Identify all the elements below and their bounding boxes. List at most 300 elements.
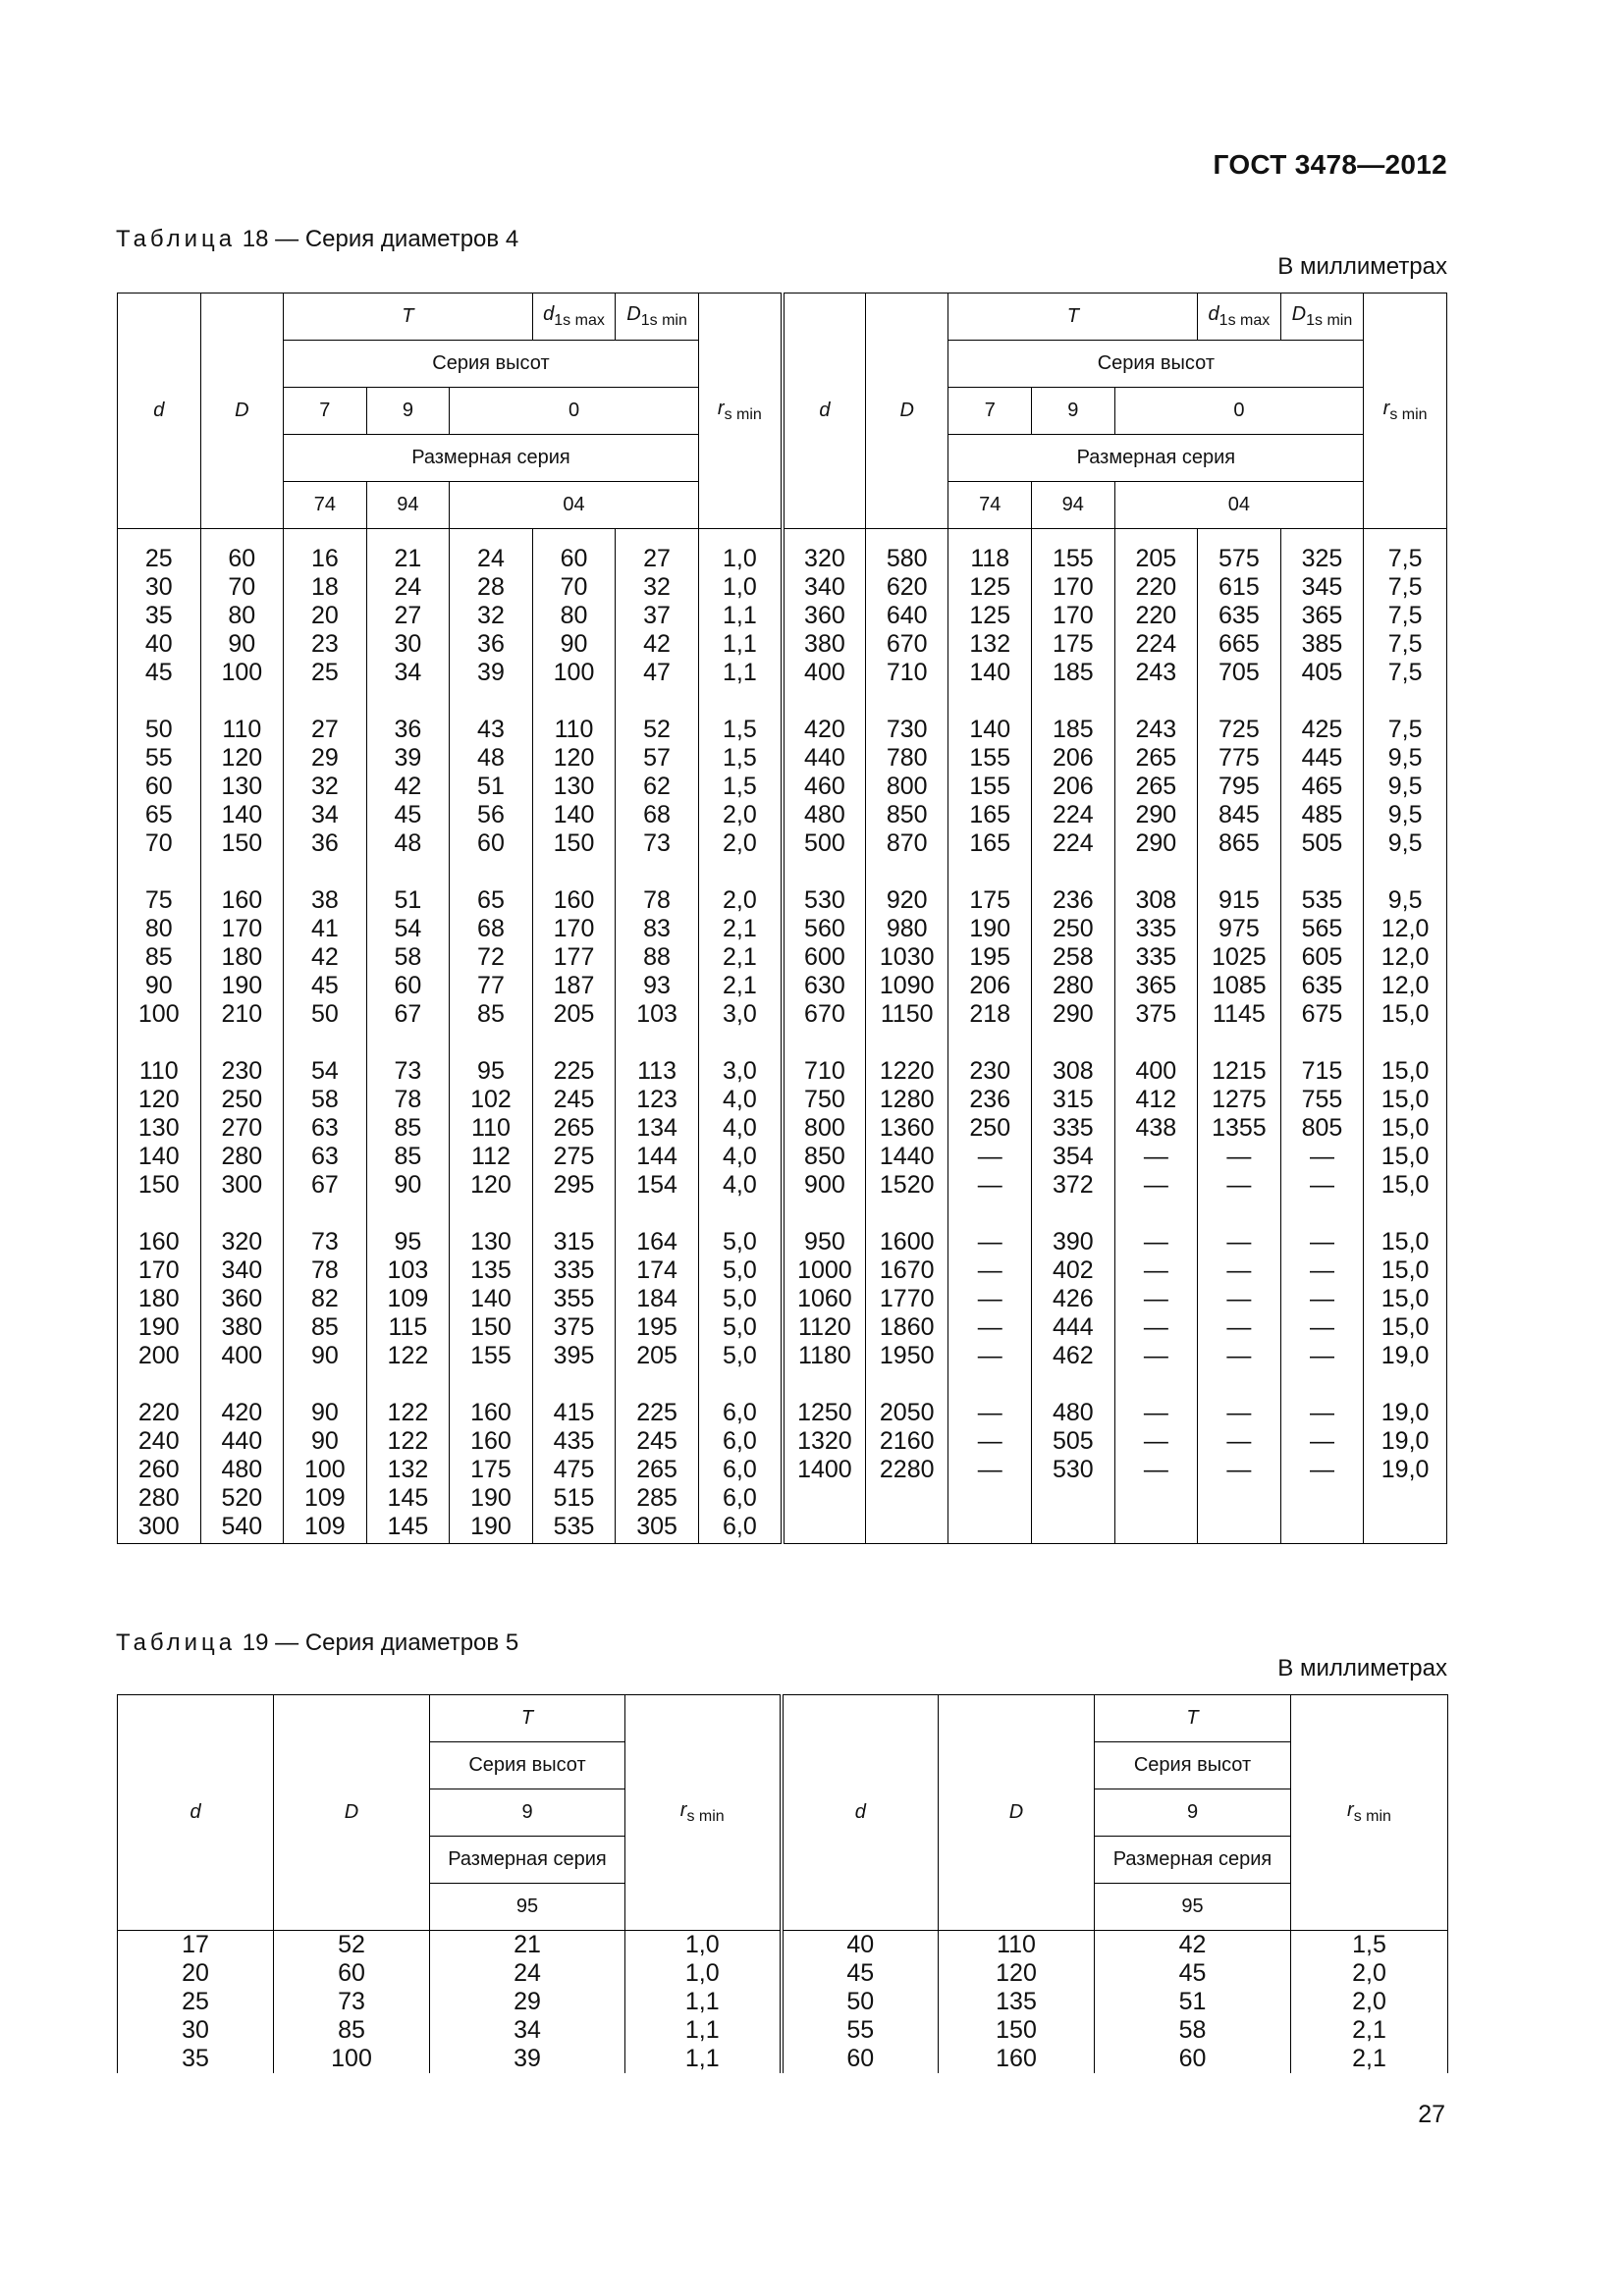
table-cell: 225 [616, 1399, 699, 1427]
table-cell: 325 [1280, 529, 1364, 574]
table-cell: 24 [450, 529, 533, 574]
t19-header-T-right: T [1095, 1695, 1291, 1742]
table-cell: 39 [450, 659, 533, 687]
table-row [118, 829, 1447, 858]
gap-cell [616, 1200, 699, 1228]
table-cell: 125 [948, 602, 1032, 630]
table-18-body [118, 529, 1447, 1544]
gap-cell [118, 1029, 201, 1057]
gap-cell [284, 687, 367, 716]
header-D: D [200, 294, 284, 529]
table-cell: 73 [366, 1057, 450, 1086]
table-row [118, 1057, 1447, 1086]
table-cell: 320 [783, 529, 866, 574]
table-cell: 1,0 [698, 573, 783, 602]
table-cell: 575 [1198, 529, 1281, 574]
table-cell: 100 [118, 1000, 201, 1029]
table-cell: — [1280, 1427, 1364, 1456]
table-cell: 120 [200, 744, 284, 773]
gap-cell [1114, 687, 1198, 716]
table-cell: 230 [200, 1057, 284, 1086]
table-cell: 260 [118, 1456, 201, 1484]
gap-cell [616, 1029, 699, 1057]
table-cell: 123 [616, 1086, 699, 1114]
header-s04: 04 [450, 482, 699, 529]
table-19-caption-text: 19 — Серия диаметров 5 [242, 1629, 519, 1656]
table-cell [1280, 1484, 1364, 1513]
table-cell: 15,0 [1364, 1313, 1447, 1342]
table-cell: 462 [1032, 1342, 1115, 1370]
table-cell: 177 [532, 943, 616, 972]
table-cell: 52 [616, 716, 699, 744]
table-cell: 20 [118, 1959, 274, 1988]
table-cell [1280, 1513, 1364, 1544]
table-cell: 5,0 [698, 1342, 783, 1370]
table-cell: — [1114, 1171, 1198, 1200]
table-cell: 39 [430, 2045, 625, 2073]
table-cell [1198, 1484, 1281, 1513]
table-cell: 103 [616, 1000, 699, 1029]
table-cell: 29 [284, 744, 367, 773]
table-cell: 280 [118, 1484, 201, 1513]
table-cell: 1025 [1198, 943, 1281, 972]
table-cell: 1145 [1198, 1000, 1281, 1029]
table-cell: 85 [366, 1143, 450, 1171]
table-cell: 160 [450, 1399, 533, 1427]
table-cell: 165 [948, 829, 1032, 858]
gap-cell [948, 1370, 1032, 1399]
table-cell: 2,1 [698, 943, 783, 972]
table-cell: 1400 [783, 1456, 866, 1484]
table-cell: 15,0 [1364, 1256, 1447, 1285]
table-cell: — [948, 1228, 1032, 1256]
table-cell: 220 [1114, 573, 1198, 602]
table-cell: 412 [1114, 1086, 1198, 1114]
table-cell: 12,0 [1364, 943, 1447, 972]
table-cell: 32 [450, 602, 533, 630]
gap-cell [865, 1370, 948, 1399]
table-cell: 250 [1032, 915, 1115, 943]
table-cell: 70 [532, 573, 616, 602]
table-cell: 865 [1198, 829, 1281, 858]
table-cell: 40 [118, 630, 201, 659]
page-number: 27 [1418, 2101, 1445, 2128]
table-cell: 515 [532, 1484, 616, 1513]
gap-cell [118, 858, 201, 886]
table-cell: 980 [865, 915, 948, 943]
table-cell: 28 [450, 573, 533, 602]
table-cell: 135 [450, 1256, 533, 1285]
table-row [118, 1959, 1448, 1988]
table-cell: 15,0 [1364, 1057, 1447, 1086]
gap-cell [1032, 1029, 1115, 1057]
table-cell: 870 [865, 829, 948, 858]
table-cell: 265 [1114, 773, 1198, 801]
table-cell [1032, 1484, 1115, 1513]
table-cell: 1770 [865, 1285, 948, 1313]
table-cell: 130 [200, 773, 284, 801]
table-19-units: В миллиметрах [1277, 1655, 1447, 1682]
table-cell: 60 [366, 972, 450, 1000]
table-cell: 7,5 [1364, 630, 1447, 659]
table-cell: 185 [1032, 659, 1115, 687]
table-cell: 915 [1198, 886, 1281, 915]
table-cell: — [948, 1342, 1032, 1370]
table-cell: 100 [532, 659, 616, 687]
table-cell: 355 [532, 1285, 616, 1313]
table-cell: 308 [1032, 1057, 1115, 1086]
table-cell: 45 [118, 659, 201, 687]
table-cell: 170 [118, 1256, 201, 1285]
table-cell: 375 [532, 1313, 616, 1342]
table-cell: 23 [284, 630, 367, 659]
table-cell: 25 [284, 659, 367, 687]
table-cell: — [1280, 1256, 1364, 1285]
table-cell: 54 [284, 1057, 367, 1086]
gap-cell [1364, 1200, 1447, 1228]
table-cell: 27 [366, 602, 450, 630]
table-cell: 120 [450, 1171, 533, 1200]
table-cell: 420 [200, 1399, 284, 1427]
table-cell: 17 [118, 1931, 274, 1960]
gap-cell [1032, 1200, 1115, 1228]
table-cell: 1,1 [698, 659, 783, 687]
gap-cell [1032, 858, 1115, 886]
table-row [118, 1427, 1447, 1456]
table-cell: 180 [200, 943, 284, 972]
gap-cell [1032, 687, 1115, 716]
table-cell: 1085 [1198, 972, 1281, 1000]
table-cell: 90 [366, 1171, 450, 1200]
table-cell: 400 [200, 1342, 284, 1370]
table-cell: 2,0 [1291, 1959, 1448, 1988]
table-cell: 2,0 [698, 829, 783, 858]
table-cell: 250 [200, 1086, 284, 1114]
table-row [118, 1313, 1447, 1342]
table-cell: 165 [948, 801, 1032, 829]
table-cell: 920 [865, 886, 948, 915]
gap-cell [450, 1370, 533, 1399]
table-cell: 25 [118, 1988, 274, 2016]
table-row [118, 915, 1447, 943]
table-cell: 2280 [865, 1456, 948, 1484]
table-cell: 535 [532, 1513, 616, 1544]
table-cell: 110 [450, 1114, 533, 1143]
table-row [118, 716, 1447, 744]
table-cell: 710 [783, 1057, 866, 1086]
gap-cell [698, 1200, 783, 1228]
table-cell: 54 [366, 915, 450, 943]
table-cell: 73 [274, 1988, 430, 2016]
table-cell: 45 [366, 801, 450, 829]
table-cell: — [1114, 1228, 1198, 1256]
table-cell: — [1114, 1342, 1198, 1370]
table-cell: 580 [865, 529, 948, 574]
table-cell: 6,0 [698, 1427, 783, 1456]
table-cell: 4,0 [698, 1143, 783, 1171]
gap-cell [284, 1029, 367, 1057]
table-cell: 77 [450, 972, 533, 1000]
table-cell: 88 [616, 943, 699, 972]
t19-header-s95-right: 95 [1095, 1884, 1291, 1931]
table-cell: 160 [532, 886, 616, 915]
table-cell: 55 [118, 744, 201, 773]
table-row [118, 1399, 1447, 1427]
t19-header-dim-series: Размерная серия [430, 1837, 625, 1884]
table-cell: 2,0 [698, 886, 783, 915]
gap-cell [783, 1370, 866, 1399]
header-s74: 74 [284, 482, 367, 529]
table-cell: 1600 [865, 1228, 948, 1256]
table-cell: 320 [200, 1228, 284, 1256]
header-T: T [284, 294, 533, 341]
header-rs-min-right: $r_{s min}$ [1364, 294, 1447, 529]
table-cell: 34 [284, 801, 367, 829]
table-cell: 27 [616, 529, 699, 574]
table-cell: 19,0 [1364, 1342, 1447, 1370]
table-cell: 670 [783, 1000, 866, 1029]
table-cell: 140 [118, 1143, 201, 1171]
table-cell: 35 [118, 602, 201, 630]
table-cell: 122 [366, 1399, 450, 1427]
table-cell: 170 [1032, 602, 1115, 630]
table-row [118, 1513, 1447, 1544]
gap-cell [366, 1370, 450, 1399]
gap-cell [1198, 1029, 1281, 1057]
table-cell: 440 [200, 1427, 284, 1456]
table-row [118, 1171, 1447, 1200]
table-cell: — [1198, 1143, 1281, 1171]
table-cell: 2,1 [1291, 2016, 1448, 2045]
gap-cell [284, 858, 367, 886]
table-cell: 425 [1280, 716, 1364, 744]
table-cell: 52 [274, 1931, 430, 1960]
table-cell: 290 [1032, 1000, 1115, 1029]
table-cell: 32 [616, 573, 699, 602]
table-cell: 140 [450, 1285, 533, 1313]
table-cell: 140 [532, 801, 616, 829]
table-cell: 60 [532, 529, 616, 574]
header-h7-right: 7 [948, 388, 1032, 435]
table-18-caption-text: 18 — Серия диаметров 4 [242, 226, 519, 252]
table-cell [865, 1513, 948, 1544]
table-cell: 40 [782, 1931, 939, 1960]
table-cell: 60 [118, 773, 201, 801]
table-cell: 130 [450, 1228, 533, 1256]
table-cell: 305 [616, 1513, 699, 1544]
table-cell: 230 [948, 1057, 1032, 1086]
table-cell: 132 [948, 630, 1032, 659]
table-cell: 78 [366, 1086, 450, 1114]
table-cell: 438 [1114, 1114, 1198, 1143]
table-cell: 600 [783, 943, 866, 972]
table-cell: 195 [616, 1313, 699, 1342]
table-cell: 290 [1114, 829, 1198, 858]
table-cell: 56 [450, 801, 533, 829]
table-cell: 1,1 [625, 2016, 782, 2045]
header-D1s-min-right: $D_{1s min}$ [1280, 294, 1364, 341]
table-cell: 187 [532, 972, 616, 1000]
table-cell: 1320 [783, 1427, 866, 1456]
table-cell: 48 [450, 744, 533, 773]
table-cell: 27 [284, 716, 367, 744]
table-cell: 75 [118, 886, 201, 915]
table-cell: 90 [284, 1342, 367, 1370]
table-cell: 1,1 [698, 630, 783, 659]
gap-cell [948, 687, 1032, 716]
table-cell: 45 [782, 1959, 939, 1988]
table-cell: 34 [430, 2016, 625, 2045]
gap-cell [783, 1029, 866, 1057]
header-d1s-max: $d_{1s max}$ [532, 294, 616, 341]
table-cell: 175 [1032, 630, 1115, 659]
table-cell: 9,5 [1364, 886, 1447, 915]
table-cell: 258 [1032, 943, 1115, 972]
t19-header-rs-min-right: $r_{s min}$ [1291, 1695, 1448, 1931]
table-cell: 25 [118, 529, 201, 574]
table-cell: 150 [200, 829, 284, 858]
table-cell: 115 [366, 1313, 450, 1342]
table-cell: 80 [200, 602, 284, 630]
table-cell: 795 [1198, 773, 1281, 801]
table-cell: 134 [616, 1114, 699, 1143]
header-height-series-right: Серия высот [948, 341, 1364, 388]
table-cell: 360 [783, 602, 866, 630]
gap-cell [948, 1029, 1032, 1057]
table-cell: 70 [200, 573, 284, 602]
table-cell: 144 [616, 1143, 699, 1171]
table-cell: 70 [118, 829, 201, 858]
table-cell [1198, 1513, 1281, 1544]
table-cell: 205 [532, 1000, 616, 1029]
table-cell: 15,0 [1364, 1114, 1447, 1143]
table-cell: 150 [939, 2016, 1095, 2045]
table-cell: 505 [1032, 1427, 1115, 1456]
gap-cell [450, 1200, 533, 1228]
group-gap [118, 1370, 1447, 1399]
gap-cell [366, 1200, 450, 1228]
gap-cell [1198, 1200, 1281, 1228]
table-cell: 29 [430, 1988, 625, 2016]
header-s94-right: 94 [1032, 482, 1115, 529]
table-cell: 270 [200, 1114, 284, 1143]
gap-cell [366, 858, 450, 886]
table-cell: 395 [532, 1342, 616, 1370]
table-cell: 850 [783, 1143, 866, 1171]
gap-cell [698, 687, 783, 716]
gap-cell [532, 858, 616, 886]
table-cell: — [1198, 1256, 1281, 1285]
table-row [118, 1256, 1447, 1285]
table-cell: 32 [284, 773, 367, 801]
header-height-series: Серия высот [284, 341, 699, 388]
table-cell: 36 [450, 630, 533, 659]
table-cell: 120 [118, 1086, 201, 1114]
table-cell: 130 [532, 773, 616, 801]
group-gap [118, 687, 1447, 716]
table-cell: 4,0 [698, 1114, 783, 1143]
table-cell: 265 [1114, 744, 1198, 773]
table-cell: 68 [450, 915, 533, 943]
table-row [118, 744, 1447, 773]
table-cell: 24 [430, 1959, 625, 1988]
table-cell: 710 [865, 659, 948, 687]
table-cell: 63 [284, 1114, 367, 1143]
table-cell: 155 [450, 1342, 533, 1370]
table-cell: — [1114, 1399, 1198, 1427]
gap-cell [783, 687, 866, 716]
table-cell: 62 [616, 773, 699, 801]
table-cell: 103 [366, 1256, 450, 1285]
gap-cell [450, 858, 533, 886]
table-cell: 265 [532, 1114, 616, 1143]
table-cell: 1,5 [1291, 1931, 1448, 1960]
table-cell: — [1198, 1285, 1281, 1313]
table-cell: — [1198, 1228, 1281, 1256]
table-cell: 80 [118, 915, 201, 943]
table-cell: 47 [616, 659, 699, 687]
table-cell: 1,0 [625, 1959, 782, 1988]
table-cell: — [1280, 1285, 1364, 1313]
table-cell: 180 [118, 1285, 201, 1313]
table-cell: 220 [118, 1399, 201, 1427]
table-cell: 630 [783, 972, 866, 1000]
table-cell: 1090 [865, 972, 948, 1000]
table-cell: 460 [783, 773, 866, 801]
table-cell: 78 [616, 886, 699, 915]
table-cell: 100 [284, 1456, 367, 1484]
t19-header-h9-right: 9 [1095, 1789, 1291, 1837]
table-cell: 205 [616, 1342, 699, 1370]
table-cell: 20 [284, 602, 367, 630]
table-cell: 60 [274, 1959, 430, 1988]
table-cell: 224 [1032, 801, 1115, 829]
table-cell: 19,0 [1364, 1427, 1447, 1456]
gap-cell [783, 858, 866, 886]
table-cell: 975 [1198, 915, 1281, 943]
table-cell: 560 [783, 915, 866, 943]
table-cell: — [948, 1171, 1032, 1200]
table-row [118, 943, 1447, 972]
table-cell: 850 [865, 801, 948, 829]
table-cell: 35 [118, 2045, 274, 2073]
table-cell: 7,5 [1364, 659, 1447, 687]
table-cell: 95 [366, 1228, 450, 1256]
table-cell: — [1198, 1456, 1281, 1484]
table-cell: 2,1 [698, 972, 783, 1000]
table-cell: 665 [1198, 630, 1281, 659]
table-cell: 15,0 [1364, 1000, 1447, 1029]
table-cell: 109 [284, 1484, 367, 1513]
table-cell [783, 1484, 866, 1513]
gap-cell [532, 1370, 616, 1399]
table-cell: 19,0 [1364, 1399, 1447, 1427]
table-cell: 360 [200, 1285, 284, 1313]
table-cell: 1950 [865, 1342, 948, 1370]
table-cell: 140 [948, 659, 1032, 687]
table-cell: 2,1 [698, 915, 783, 943]
gap-cell [200, 1200, 284, 1228]
table-cell: 245 [616, 1427, 699, 1456]
table-cell: 60 [450, 829, 533, 858]
t19-header-d: d [118, 1695, 274, 1931]
table-cell: 190 [948, 915, 1032, 943]
table-cell: 7,5 [1364, 602, 1447, 630]
table-row [118, 1988, 1448, 2016]
gap-cell [616, 687, 699, 716]
table-cell: 122 [366, 1342, 450, 1370]
table-cell: 640 [865, 602, 948, 630]
